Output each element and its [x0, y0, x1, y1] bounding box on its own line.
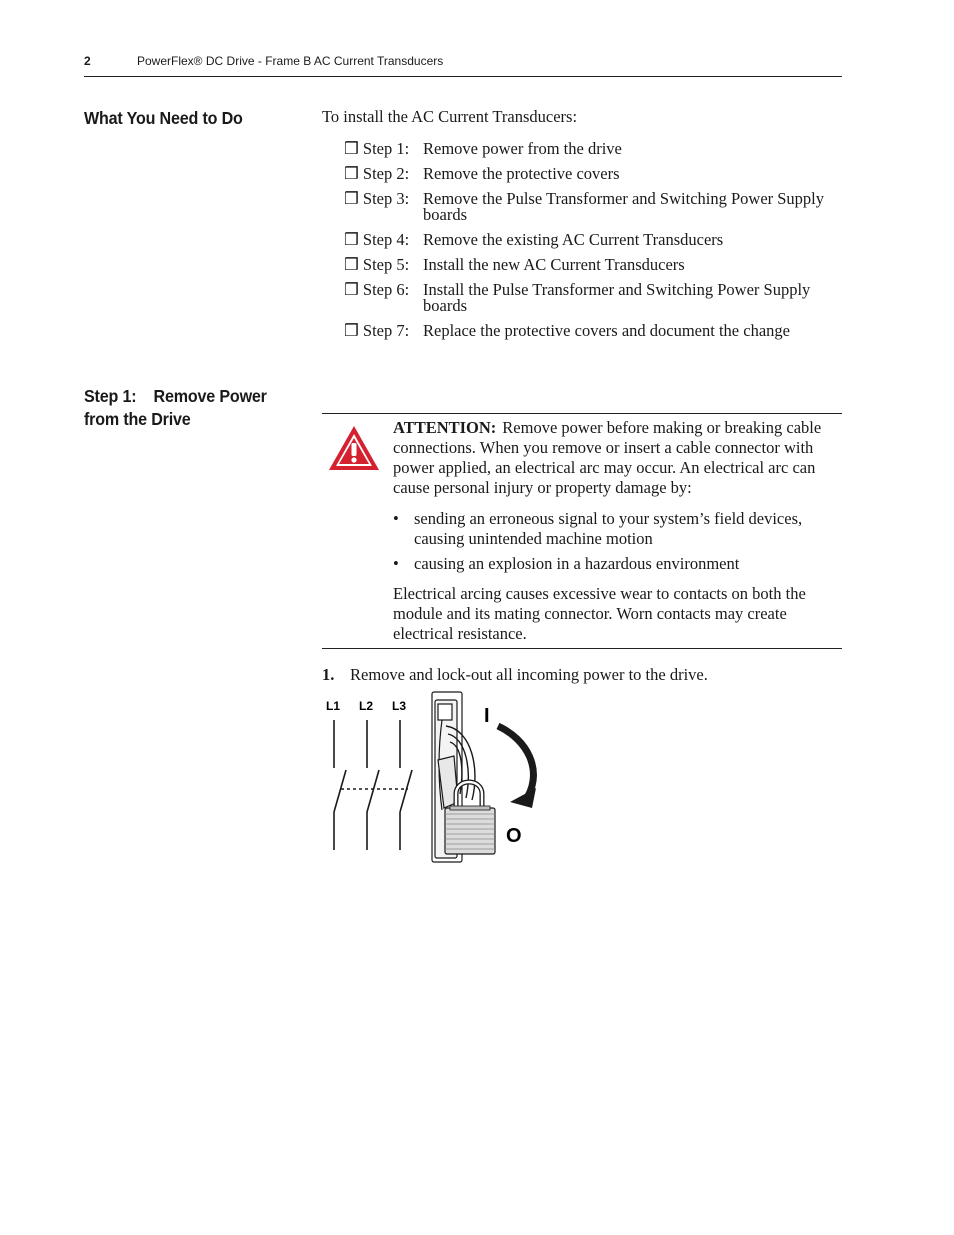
checkbox-icon: ❒ [344, 164, 359, 183]
checkbox-icon: ❒ [344, 189, 359, 208]
checkbox-icon: ❒ [344, 321, 359, 340]
page-number: 2 [84, 54, 91, 68]
heading-line: Step 1: Remove Power [84, 386, 267, 406]
checkbox-icon: ❒ [344, 280, 359, 299]
step-checklist [344, 141, 844, 348]
bullet-text: sending an erroneous signal to your system’s field devices, causing unintended machine motion [414, 509, 803, 548]
line-label-l2: L2 [359, 699, 374, 713]
checklist-item [344, 323, 844, 348]
bullet-text: causing an explosion in a hazardous environment [414, 554, 740, 573]
checkbox-icon: ❒ [344, 255, 359, 274]
checklist-item [344, 257, 844, 282]
checkbox-icon: ❒ [344, 139, 359, 158]
step-text: Remove the protective covers [423, 164, 620, 183]
attention-text: Remove power before making or breaking cable connections. When you remove or insert a cable connector with power applied, an electrical arc may occur. An electrical arc can cause personal injury or property damage by: [393, 418, 822, 497]
attention-label: ATTENTION: [393, 418, 497, 437]
step-text: Remove power from the drive [423, 139, 622, 158]
checklist-item [344, 282, 844, 323]
step-text: Replace the protective covers and document the change [423, 321, 790, 340]
step-label: Step 6: [362, 280, 410, 299]
line-label-l3: L3 [392, 699, 407, 713]
step-label: Step 2: [362, 164, 410, 183]
numbered-step [322, 665, 708, 685]
warning-triangle-icon [327, 424, 381, 472]
step-text: Install the Pulse Transformer and Switching Power Supply boards [423, 280, 811, 315]
step-label: Step 3: [362, 189, 410, 208]
off-position-label: O [506, 825, 522, 847]
step-text: Remove the existing AC Current Transducers [423, 230, 724, 249]
checkbox-icon: ❒ [344, 230, 359, 249]
heading-line: from the Drive [84, 409, 191, 429]
section-heading-what-you-need: What You Need to Do [84, 108, 243, 128]
intro-text: To install the AC Current Transducers: [322, 107, 578, 126]
checklist-item [344, 191, 844, 232]
attention-paragraph [393, 418, 839, 498]
attention-bullets [393, 509, 839, 579]
running-title: PowerFlex® DC Drive - Frame B AC Current Transducers [137, 54, 444, 68]
bullet-item: • sending an erroneous signal to your system’s field devices, causing unintended machine motion [393, 509, 803, 548]
checklist-item [344, 166, 844, 191]
line-label-l1: L1 [326, 699, 341, 713]
checklist-item [344, 232, 844, 257]
page-header [84, 52, 842, 77]
rotation-arrow-icon [498, 726, 536, 808]
disconnect-switch-symbol [334, 720, 412, 850]
bullet-item: • causing an explosion in a hazardous environment [393, 554, 740, 573]
step-label: Step 7: [362, 321, 410, 340]
lockout-disconnect-figure [322, 690, 562, 870]
step-text: Remove the Pulse Transformer and Switching Power Supply boards [423, 189, 825, 224]
step-text: Remove and lock-out all incoming power to the drive. [350, 665, 708, 684]
attention-note: Electrical arcing causes excessive wear to contacts on both the module and its mating connector. Worn contacts may create electrical resistance. [393, 584, 806, 643]
step-label: Step 1: [362, 139, 410, 158]
step-label: Step 4: [362, 230, 410, 249]
on-position-label: I [484, 705, 490, 727]
checklist-item [344, 141, 844, 166]
step-text: Install the new AC Current Transducers [423, 255, 685, 274]
step-number: 1. [322, 665, 335, 684]
section-heading-remove-power [84, 385, 305, 431]
step-label: Step 5: [362, 255, 410, 274]
attention-box [322, 413, 842, 649]
